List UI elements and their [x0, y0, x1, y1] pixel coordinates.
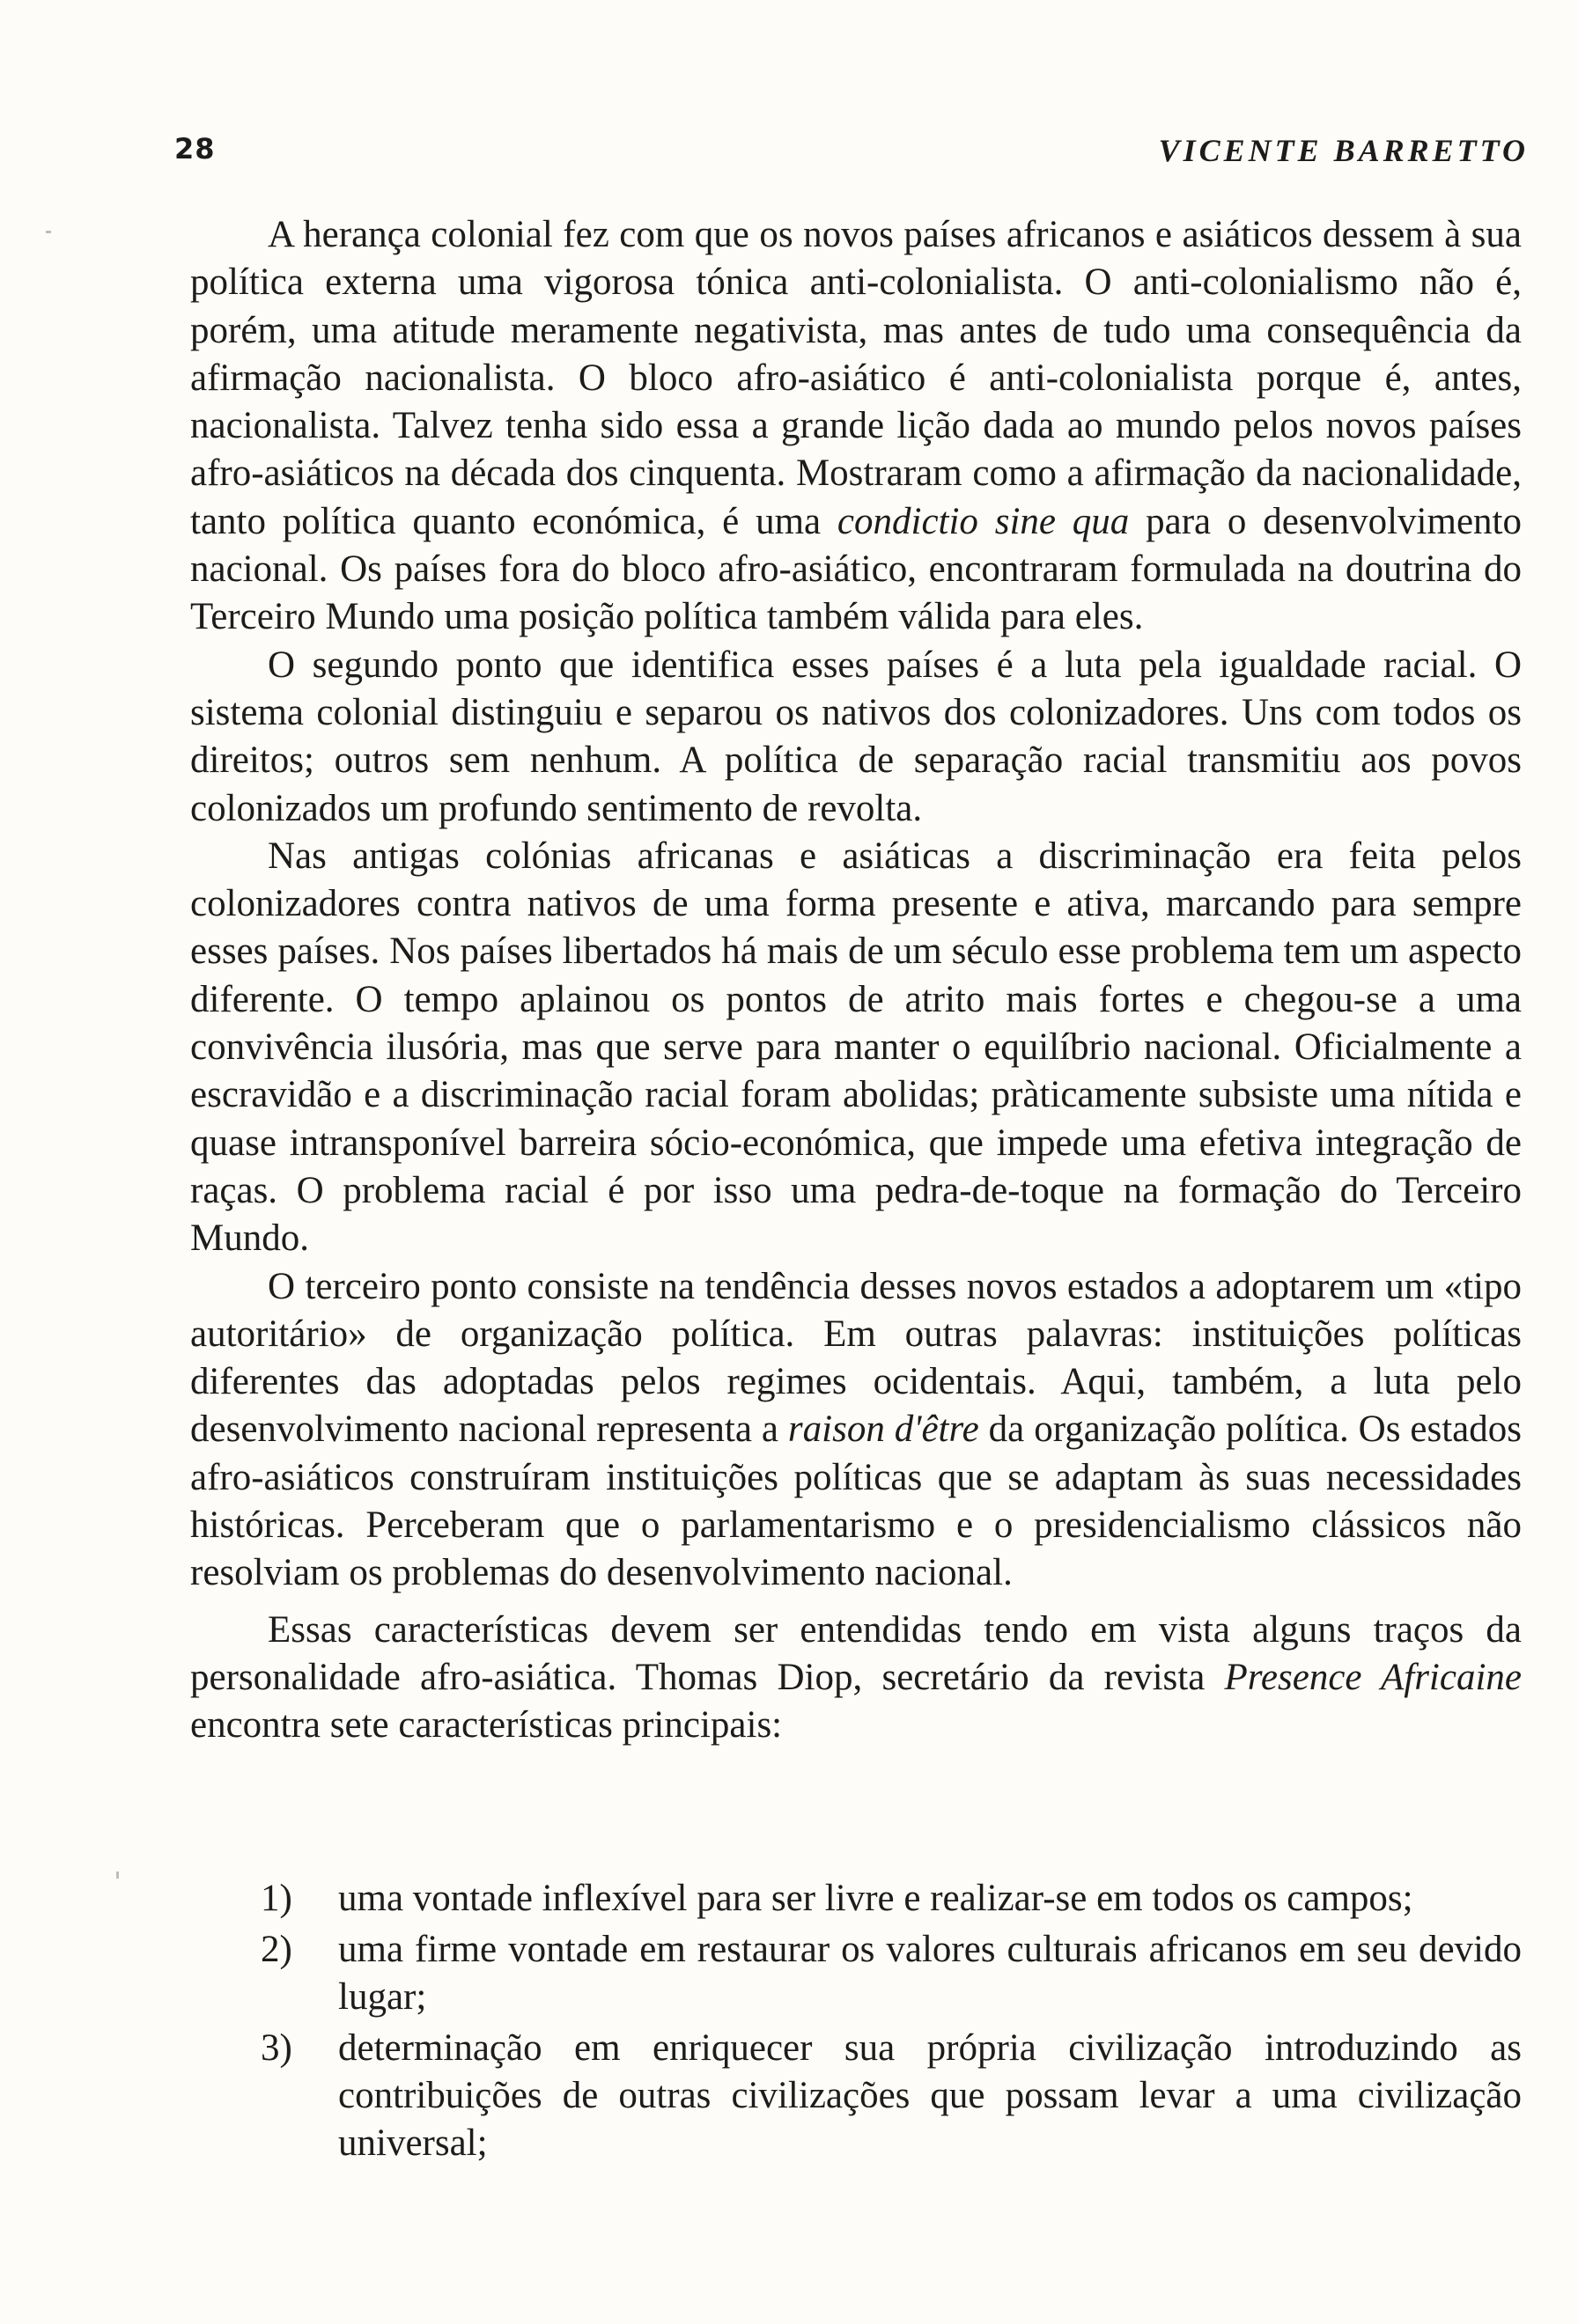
page-number: 28 [174, 132, 216, 165]
text-run: para o desenvolvimento nacional. Os países fora do bloco afro-asiático, encontraram formulada na doutrina do Terceiro Mundo uma posição política também válida para eles. [190, 500, 1522, 638]
list-number: 3) [261, 2027, 292, 2069]
list-text: uma vontade inflexível para ser livre e realizar-se em todos os campos; [338, 1878, 1413, 1919]
paragraph [190, 833, 1522, 1263]
running-title: VICENTE BARRETTO [1158, 133, 1529, 168]
french-phrase: raison d'être [787, 1408, 979, 1451]
running-head [174, 132, 1529, 185]
paragraph [190, 642, 1522, 833]
text-run: Nas antigas colónias africanas e asiáticas a discriminação era feita pelos colonizadores contra nativos de uma forma presente e ativa, marcando para sempre esses países. Nos países libertados há mais de um século esse problema tem um aspecto diferente. O tempo aplainou os pontos de atrito mais fortes e chegou-se a uma convivência ilusória, mas que serve para manter o equilíbrio nacional. Oficialmente a escravidão e a discriminação racial foram abolidas; pràticamente subsiste uma nítida e quase intransponível barreira sócio-económica, que impede uma efetiva integração de raças. O problema racial é por isso uma pedra-de-toque na formação do Terceiro Mundo. [190, 835, 1522, 1260]
paragraph [190, 1263, 1522, 1598]
list-text: determinação em enriquecer sua própria civilização introduzindo as contribuições de outras civilizações que possam levar a uma civilização universal; [338, 2027, 1522, 2164]
list-text: uma firme vontade em restaurar os valores culturais africanos em seu devido lugar; [338, 1929, 1522, 2018]
list-item [190, 1875, 1522, 1923]
text-run: encontra sete características principais: [190, 1704, 783, 1747]
paragraph [190, 211, 1522, 642]
list-item [190, 2025, 1522, 2167]
characteristics-list [190, 1875, 1522, 2171]
journal-title: Presence Africaine [1224, 1656, 1522, 1698]
paragraph [190, 1607, 1522, 1750]
list-number: 2) [261, 1929, 292, 1970]
body-text [190, 211, 1522, 1750]
text-run: O segundo ponto que identifica esses países é a luta pela igualdade racial. O sistema colonial distinguiu e separou os nativos dos colonizadores. Uns com todos os direitos; outros sem nenhum. A política de separação racial transmitiu aos povos colonizados um profundo sentimento de revolta. [190, 644, 1522, 829]
text-run: O terceiro ponto consiste na tendência desses novos estados a adoptarem um «tipo autoritário» de organização política. Em outras palavras: instituições políticas diferentes das adoptadas pelos regimes ocidentais. Aqui, também, a luta pelo desenvolvimento nacional representa a [190, 1265, 1522, 1451]
list-number: 1) [261, 1878, 292, 1919]
margin-mark [116, 1872, 119, 1879]
text-run: da organização política. Os estados afro-asiáticos construíram instituições políticas que se adaptam às suas necessidades históricas. Perceberam que o parlamentarismo e o presidencialismo clássicos não resolviam os problemas do desenvolvimento nacional. [190, 1408, 1522, 1594]
latin-phrase: condictio sine qua [837, 500, 1130, 542]
list-item [190, 1926, 1522, 2021]
margin-mark [46, 231, 51, 233]
text-run: A herança colonial fez com que os novos países africanos e asiáticos dessem à sua política externa uma vigorosa tónica anti-colonialista. O anti-colonialismo não é, porém, uma atitude meramente negativista, mas antes de tudo uma consequência da afirmação nacionalista. O bloco afro-asiático é anti-colonialista porque é, antes, nacionalista. Talvez tenha sido essa a grande lição dada ao mundo pelos novos países afro-asiáticos na década dos cinquenta. Mostraram como a afirmação da nacionalidade, tanto política quanto económica, é uma [190, 214, 1522, 542]
text-run: Essas características devem ser entendidas tendo em vista alguns traços da personalidade afro-asiática. Thomas Diop, secretário da revista [190, 1608, 1522, 1698]
